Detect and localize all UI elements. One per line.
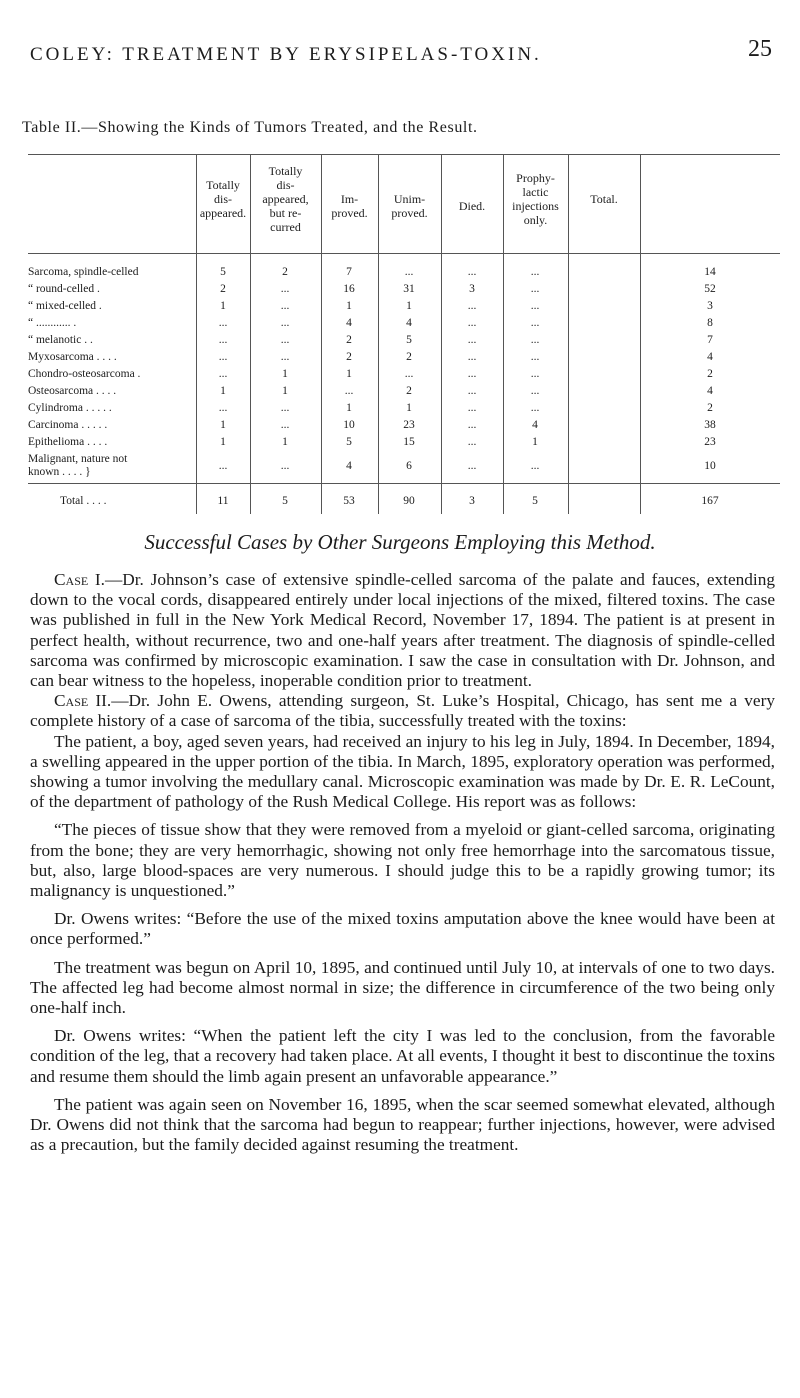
paragraph (30, 909, 775, 949)
table-cell: ... (218, 334, 228, 346)
table-cell: 14 (704, 266, 716, 278)
column-header-line: lactic (522, 185, 549, 199)
table-cell: 52 (704, 283, 716, 295)
paragraph (30, 1026, 775, 1087)
paragraph-text: The patient was again seen on November 16, 1895, when the scar seemed somewhat elevated, although Dr. Owens did not think that the sarcoma had begun to reappear; further injections, however, were advised as a precaution, but the family decided against resuming the treatment. (30, 1094, 775, 1155)
column-header-line: dis- (276, 178, 295, 192)
table-cell: 1 (346, 300, 352, 312)
column-header (503, 171, 568, 227)
case-lead: Case I. (54, 570, 105, 589)
row-label: Cylindroma . . . . . (28, 402, 112, 414)
table-cell: ... (218, 402, 228, 414)
row-label: Osteosarcoma . . . . (28, 385, 117, 397)
table-cell: 6 (406, 460, 412, 472)
table-cell: ... (530, 334, 540, 346)
table-cell: 1 (406, 300, 412, 312)
column-header-line: appeared, (262, 192, 309, 206)
column-header-line: appeared. (199, 206, 247, 220)
table-cell: ... (218, 368, 228, 380)
row-label: “ melanotic . . (28, 334, 93, 346)
table-cell: 5 (220, 266, 226, 278)
column-header-line: injections (512, 199, 559, 213)
table-cell: 4 (532, 419, 538, 431)
column-header-line: curred (270, 220, 301, 234)
table-cell: 1 (282, 436, 288, 448)
total-cell: 167 (701, 495, 719, 507)
table-cell: ... (530, 460, 540, 472)
table-cell: ... (467, 334, 477, 346)
table-cell: 7 (346, 266, 352, 278)
row-label: Epithelioma . . . . (28, 436, 108, 448)
column-header-line: Totally (206, 178, 240, 192)
column-divider (568, 154, 569, 514)
table-cell: ... (280, 419, 290, 431)
total-cell: 5 (282, 495, 288, 507)
table-cell: 1 (282, 385, 288, 397)
paragraph (30, 691, 775, 731)
results-table (0, 150, 800, 520)
paragraph-text: —Dr. Johnson’s case of extensive spindle-celled sarcoma of the palate and fauces, extending down to the vocal cords, disappeared entirely under local injections of the mixed, filtered toxins. The case was published in full in the New York Medical Record, November 17, 1894. The patient is at present in perfect health, without recurrence, two and one-half years after treatment. The diagnosis of spindle-celled sarcoma was confirmed by microscopic examination. I saw the case in consultation with Dr. Johnson, and can bear witness to the hopeless, inoperable condition prior to treatment. (30, 570, 775, 691)
row-label: “ mixed-celled . (28, 300, 102, 312)
table-cell: ... (467, 436, 477, 448)
table-caption: Table II.—Showing the Kinds of Tumors Treated, and the Result. (22, 119, 478, 136)
column-header-line: Total. (590, 192, 618, 206)
running-title: COLEY: TREATMENT BY ERYSIPELAS-TOXIN. (30, 44, 542, 65)
table-cell: 1 (532, 436, 538, 448)
table-cell: ... (280, 283, 290, 295)
paragraph-text: The patient, a boy, aged seven years, had received an injury to his leg in July, 1894. In December, 1894, a swelling appeared in the upper portion of the tibia. In March, 1895, exploratory operation was performed, showing a tumor involving the medullary canal. Microscopic examination was made by Dr. E. R. LeCount, of the department of pathology of the Rush Medical College. His report was as follows: (30, 731, 775, 812)
table-cell: ... (467, 266, 477, 278)
table-cell: ... (404, 266, 414, 278)
total-cell: 11 (217, 495, 229, 507)
column-header-line: Unim- (393, 192, 426, 206)
table-cell: 10 (343, 419, 355, 431)
paragraph (30, 570, 775, 691)
row-label-continued: known . . . . } (28, 466, 91, 478)
column-header-line: Prophy- (516, 171, 555, 185)
table-cell: 4 (406, 317, 412, 329)
case-lead: Case II. (54, 691, 112, 711)
column-header-line: Died. (458, 199, 486, 213)
column-header-line: but re- (269, 206, 302, 220)
table-cell: 15 (403, 436, 415, 448)
paragraph-text: —Dr. John E. Owens, attending surgeon, St. Luke’s Hospital, Chicago, has sent me a very complete history of a case of sarcoma of the tibia, successfully treated with the toxins: (30, 691, 775, 731)
column-header-line: only. (523, 213, 548, 227)
table-cell: 10 (704, 460, 716, 472)
row-label: “ round-celled . (28, 283, 100, 295)
total-label: Total . . . . (60, 495, 107, 507)
table-cell: 16 (343, 283, 355, 295)
row-label: Myxosarcoma . . . . (28, 351, 117, 363)
table-cell: ... (467, 368, 477, 380)
table-cell: 4 (346, 460, 352, 472)
row-label: “ ............ . (28, 317, 77, 329)
total-cell: 90 (403, 495, 415, 507)
column-header (250, 164, 321, 234)
table-cell: ... (280, 317, 290, 329)
table-cell: 4 (707, 351, 713, 363)
table-cell: 1 (220, 436, 226, 448)
paragraph (30, 958, 775, 1019)
table-cell: 1 (220, 300, 226, 312)
table-cell: 1 (346, 402, 352, 414)
table-cell: ... (280, 351, 290, 363)
table-cell: 7 (707, 334, 713, 346)
table-cell: ... (530, 283, 540, 295)
paragraph (30, 732, 775, 813)
total-cell: 53 (343, 495, 355, 507)
column-header (196, 178, 250, 220)
table-cell: ... (530, 300, 540, 312)
table-cell: 1 (220, 419, 226, 431)
row-label: Chondro-osteosarcoma . (28, 368, 141, 380)
table-cell: ... (280, 402, 290, 414)
table-cell: ... (467, 385, 477, 397)
total-cell: 5 (532, 495, 538, 507)
total-rule (28, 483, 780, 484)
table-top-rule (28, 154, 780, 155)
table-cell: 23 (403, 419, 415, 431)
table-cell: ... (280, 460, 290, 472)
table-cell: 23 (704, 436, 716, 448)
table-cell: ... (467, 317, 477, 329)
table-cell: ... (218, 460, 228, 472)
table-cell: 2 (346, 351, 352, 363)
table-cell: ... (467, 402, 477, 414)
table-cell: ... (530, 402, 540, 414)
table-cell: 8 (707, 317, 713, 329)
table-cell: 3 (707, 300, 713, 312)
body-text (30, 570, 775, 1155)
column-header-line: Totally (268, 164, 303, 178)
table-cell: ... (280, 334, 290, 346)
paragraph-text: Dr. Owens writes: “Before the use of the mixed toxins amputation above the knee would have been at once performed.” (30, 909, 775, 949)
table-cell: 4 (346, 317, 352, 329)
table-cell: ... (530, 266, 540, 278)
table-cell: ... (467, 419, 477, 431)
table-cell: 2 (220, 283, 226, 295)
column-header (441, 199, 503, 213)
table-cell: 38 (704, 419, 716, 431)
table-cell: 2 (346, 334, 352, 346)
column-header (321, 192, 378, 220)
table-cell: ... (344, 385, 354, 397)
column-header-line: dis- (214, 192, 232, 206)
table-cell: 2 (707, 368, 713, 380)
table-cell: ... (218, 351, 228, 363)
paragraph (30, 820, 775, 901)
column-header-line: proved. (331, 206, 368, 220)
table-cell: 1 (346, 368, 352, 380)
table-cell: ... (530, 317, 540, 329)
total-cell: 3 (469, 495, 475, 507)
table-cell: ... (467, 460, 477, 472)
section-heading: Successful Cases by Other Surgeons Employing this Method. (144, 530, 656, 554)
table-cell: ... (530, 351, 540, 363)
table-cell: 2 (406, 351, 412, 363)
table-cell: 4 (707, 385, 713, 397)
column-header-line: proved. (391, 206, 428, 220)
table-cell: ... (404, 368, 414, 380)
table-cell: 2 (406, 385, 412, 397)
table-cell: ... (530, 385, 540, 397)
paragraph-text: “The pieces of tissue show that they were removed from a myeloid or giant-celled sarcoma, originating from the bone; they are very hemorrhagic, showing not only free hemorrhage into the sarcomatous tissue, but, also, large blood-spaces are very numerous. I should judge this to be a rapidly growing tumor; its malignancy is unquestioned.” (30, 820, 775, 901)
page-header (30, 36, 776, 76)
table-cell: 5 (346, 436, 352, 448)
table-cell: ... (218, 317, 228, 329)
table-cell: 1 (282, 368, 288, 380)
table-cell: 5 (406, 334, 412, 346)
table-cell: ... (467, 300, 477, 312)
header-rule (28, 253, 780, 254)
table-cell: ... (467, 351, 477, 363)
table-cell: 1 (220, 385, 226, 397)
column-header-line: Im- (340, 192, 359, 206)
table-cell: 2 (707, 402, 713, 414)
column-header (378, 192, 441, 220)
paragraph-text: The treatment was begun on April 10, 1895, and continued until July 10, at intervals of one to two days. The affected leg had become almost normal in size; the difference in circumference of the two being only one-half inch. (30, 957, 775, 1018)
page-number: 25 (748, 36, 772, 62)
table-cell: 2 (282, 266, 288, 278)
table-cell: 3 (469, 283, 475, 295)
table-cell: ... (280, 300, 290, 312)
column-divider (640, 154, 641, 514)
row-label: Carcinoma . . . . . (28, 419, 108, 431)
table-cell: ... (530, 368, 540, 380)
row-label: Malignant, nature not (28, 453, 128, 465)
paragraph-text: Dr. Owens writes: “When the patient left the city I was led to the conclusion, from the favorable condition of the leg, that a recovery had taken place. At all events, I thought it best to discontinue the toxins and resume them should the limb again present an unfavorable appearance.” (30, 1026, 775, 1086)
row-label: Sarcoma, spindle-celled (28, 266, 139, 278)
table-cell: 31 (403, 283, 415, 295)
table-cell: 1 (406, 402, 412, 414)
column-header (568, 192, 640, 206)
paragraph (30, 1095, 775, 1156)
